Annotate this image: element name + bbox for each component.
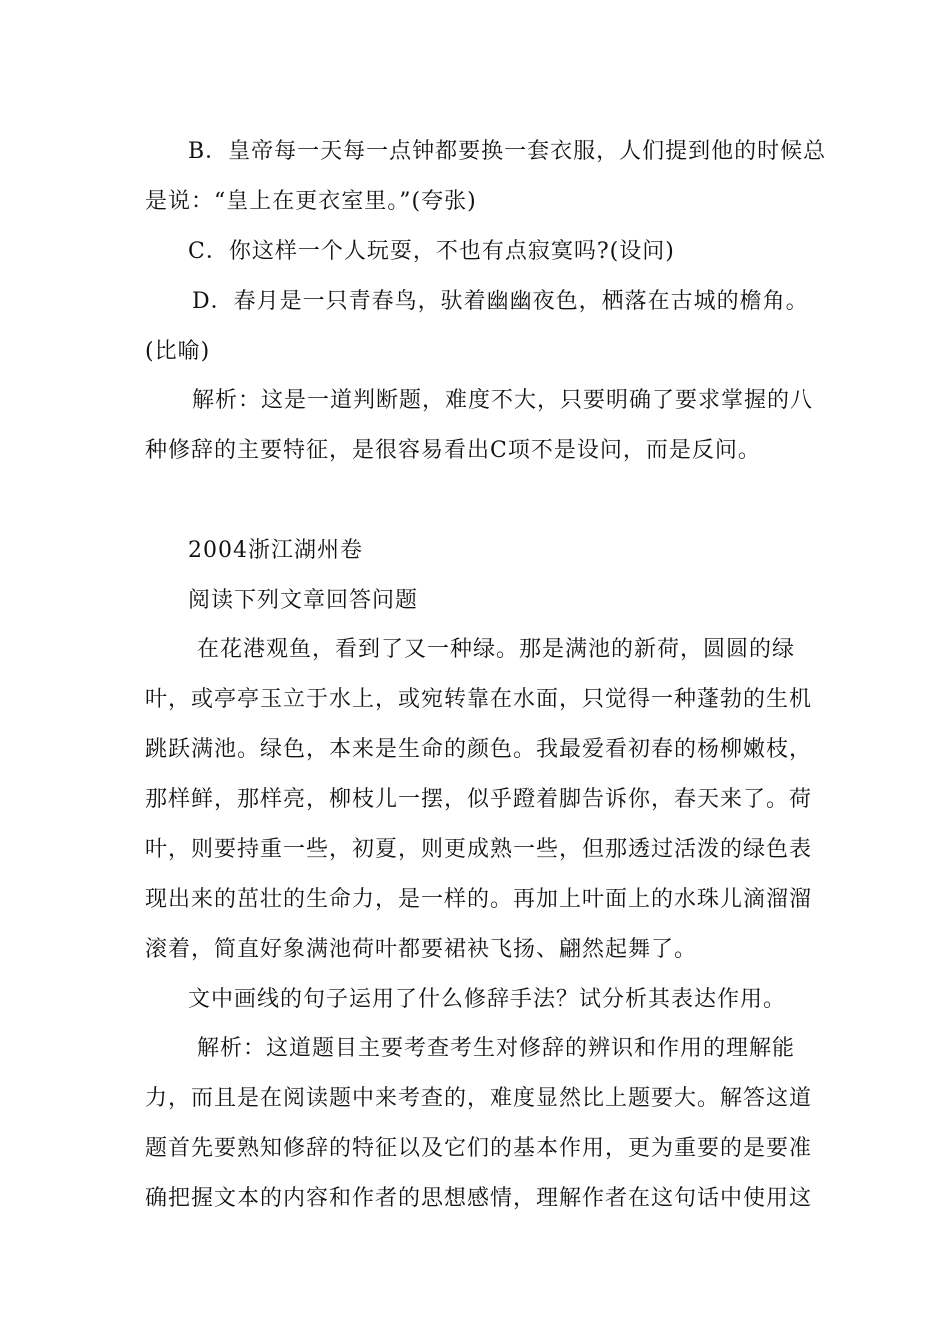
analysis-2-line: 题首先要熟知修辞的特征以及它们的基本作用，更为重要的是要准 [145,1136,813,1161]
passage-line: 滚着，简直好象满池荷叶都要裙袂飞扬、翩然起舞了。 [145,937,698,962]
option-b-line-1: B．皇帝每一天每一点钟都要换一套衣服，人们提到他的时候总 [188,139,827,164]
question-text: 文中画线的句子运用了什么修辞手法？试分析其表达作用。 [188,987,787,1012]
analysis-1-line-2: 种修辞的主要特征，是很容易看出C项不是设问，而是反问。 [145,438,761,463]
analysis-1-line-1: 解析：这是一道判断题，难度不大，只要明确了要求掌握的八 [192,388,814,413]
reading-instruction: 阅读下列文章回答问题 [188,588,419,613]
passage-line: 现出来的茁壮的生命力，是一样的。再加上叶面上的水珠儿滴溜溜 [145,887,813,912]
option-b-line-2: 是说：“皇上在更衣室里。”(夸张) [145,189,477,214]
passage-line: 那样鲜，那样亮，柳枝儿一摆，似乎蹬着脚告诉你，春天来了。荷 [145,787,813,812]
analysis-2-line: 解析：这道题目主要考查考生对修辞的辨识和作用的理解能 [197,1036,796,1061]
section-heading: 2004浙江湖州卷 [188,538,363,563]
passage-line: 在花港观鱼，看到了又一种绿。那是满池的新荷，圆圆的绿 [197,637,796,662]
passage-line: 跳跃满池。绿色，本来是生命的颜色。我最爱看初春的杨柳嫩枝， [145,737,813,762]
analysis-2-line: 力，而且是在阅读题中来考查的，难度显然比上题要大。解答这道 [145,1086,813,1111]
passage-line: 叶，则要持重一些，初夏，则更成熟一些，但那透过活泼的绿色表 [145,837,813,862]
option-c: C．你这样一个人玩耍，不也有点寂寞吗?(设问) [188,239,675,264]
option-d-line-2: (比喻) [145,339,211,364]
option-d-line-1: D．春月是一只青春鸟，驮着幽幽夜色，栖落在古城的檐角。 [192,289,809,314]
analysis-2-line: 确把握文本的内容和作者的思想感情，理解作者在这句话中使用这 [145,1186,813,1211]
passage-line: 叶，或亭亭玉立于水上，或宛转靠在水面，只觉得一种蓬勃的生机 [145,687,813,712]
